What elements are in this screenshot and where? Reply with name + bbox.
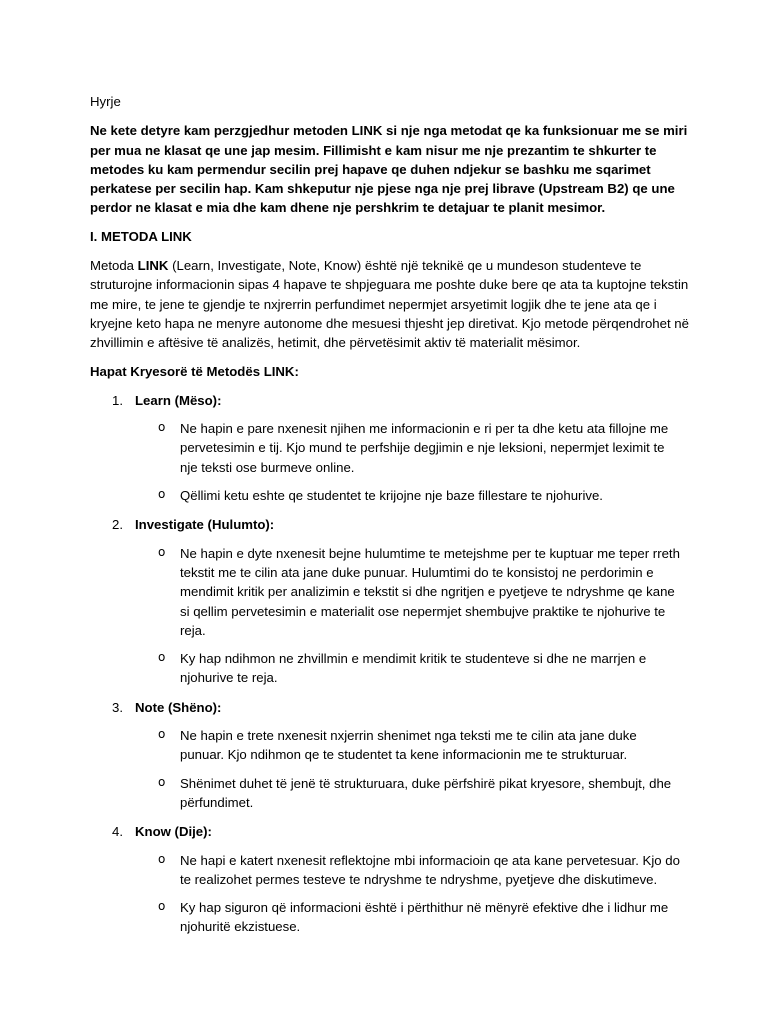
para-prefix: Metoda: [90, 258, 138, 274]
sub-item-text: Shënimet duhet të jenë të strukturuara, duke përfshirë pikat kryesore, shembujt, dhe përfundimet.: [180, 775, 672, 810]
step-sub-list: [90, 544, 690, 688]
circle-bullet-icon: o: [158, 420, 166, 435]
sub-item-text: Ky hap ndihmon ne zhvillmin e mendimit kritik te studenteve si dhe ne marrjen e njohurive te reja.: [180, 651, 647, 686]
sub-item-text: Ky hap siguron që informacioni është i përthithur në mënyrë efektive dhe i lidhur me njohuritë ekzistuese.: [180, 900, 669, 935]
step-sub-list: [90, 851, 690, 937]
para-bold-link: LINK: [137, 258, 169, 274]
circle-bullet-icon: o: [158, 650, 166, 665]
section-title-metoda-link: I. METODA LINK: [90, 228, 192, 244]
sub-list-item: [90, 544, 690, 640]
sub-item-text: Ne hapin e dyte nxenesit bejne hulumtime te metejshme per te kuptuar me teper rreth tekstit me te cilin ata jane duke punuar. Hulumtimi do te konsistoj ne perdorimin e mendimit kritik per analizimin e tekstit si dhe ngritjen e pyetjeve te ndryshme qe kane si qellim pervetesimin e materialit ose nepermjet shembujve praktike te njohurive te reja.: [180, 545, 680, 638]
sub-item-text: Ne hapin e trete nxenesit nxjerrin shenimet nga teksti me te cilin ata jane duke punuar. Kjo ndihmon qe te studentet ta kene informacionin me te strukturuar.: [180, 728, 637, 763]
step-sub-list: [90, 419, 690, 505]
step-sub-list: [90, 726, 690, 812]
step-item: [90, 822, 690, 936]
intro-paragraph: Ne kete detyre kam perzgjedhur metoden LINK si nje nga metodat qe ka funksionuar me se miri per mua ne klasat qe une jap mesim. Fillimisht e kam nisur me nje prezantim te shkurter te metodes ku kam permendur secilin prej hapave qe duhen ndjekur se bashku me sqarimet perkatese per secilin hap. Kam shkeputur nje pjese nga nje prej librave (Upstream B2) qe une perdor ne klasat e mia dhe kam dhene nje pershkrim te detajuar te planit mesimor.: [90, 123, 688, 216]
step-number: 4.: [112, 824, 123, 840]
step-label: Investigate (Hulumto):: [135, 517, 275, 533]
step-item: [90, 698, 690, 812]
steps-list: [90, 391, 690, 937]
circle-bullet-icon: o: [158, 774, 166, 789]
sub-list-item: [90, 898, 690, 937]
sub-list-item: [90, 774, 690, 813]
sub-list-item: [90, 726, 690, 765]
sub-item-text: Ne hapin e pare nxenesit njihen me informacionin e ri per ta dhe ketu ata fillojne me pervetesimin e tij. Kjo mund te perfshije degjimin e nje leksioni, nepermjet leximit te nje teksti ose burmeve online.: [180, 421, 669, 475]
step-item: [90, 391, 690, 505]
sub-item-text: Ne hapi e katert nxenesit reflektojne mbi informacioin qe ata kane pervetesuar. Kjo do te realizohet permes testeve te ndryshme te ndryshme, pyetjeve dhe diskutimeve.: [180, 852, 680, 887]
step-label: Know (Dije):: [135, 824, 212, 840]
steps-title: Hapat Kryesorë të Metodës LINK:: [90, 363, 299, 379]
step-label: Note (Shëno):: [135, 699, 222, 715]
section-heading-hyrje: Hyrje: [90, 94, 121, 109]
circle-bullet-icon: o: [158, 727, 166, 742]
method-description-paragraph: [90, 256, 690, 352]
sub-list-item: [90, 851, 690, 890]
circle-bullet-icon: o: [158, 487, 166, 502]
sub-item-text: Qëllimi ketu eshte qe studentet te krijojne nje baze fillestare te njohurive.: [180, 488, 603, 504]
document-page: [90, 92, 690, 947]
sub-list-item: [90, 419, 690, 477]
circle-bullet-icon: o: [158, 851, 166, 866]
step-label: Learn (Mëso):: [135, 392, 222, 408]
step-number: 2.: [112, 517, 123, 533]
step-item: [90, 515, 690, 687]
circle-bullet-icon: o: [158, 544, 166, 559]
circle-bullet-icon: o: [158, 899, 166, 914]
step-number: 1.: [112, 392, 123, 408]
sub-list-item: [90, 486, 690, 505]
sub-list-item: [90, 649, 690, 688]
para-rest: (Learn, Investigate, Note, Know) është një teknikë qe u mundeson studenteve te struturojne informacionin sipas 4 hapave te shpjeguara me poshte duke bere qe ata ta kuptojne tekstin me mire, te jene te gjendje te nxjrerrin perfundimet nepermjet arsyetimit logjik dhe te jene ata qe i kryejne keto hapa ne menyre autonome dhe mesuesi thjesht jep diretivat. Kjo metode përqendrohet në zhvillimin e aftësive të analizës, hetimit, dhe përvetësimit aktiv të materialit mësimor.: [90, 258, 689, 351]
step-number: 3.: [112, 699, 123, 715]
